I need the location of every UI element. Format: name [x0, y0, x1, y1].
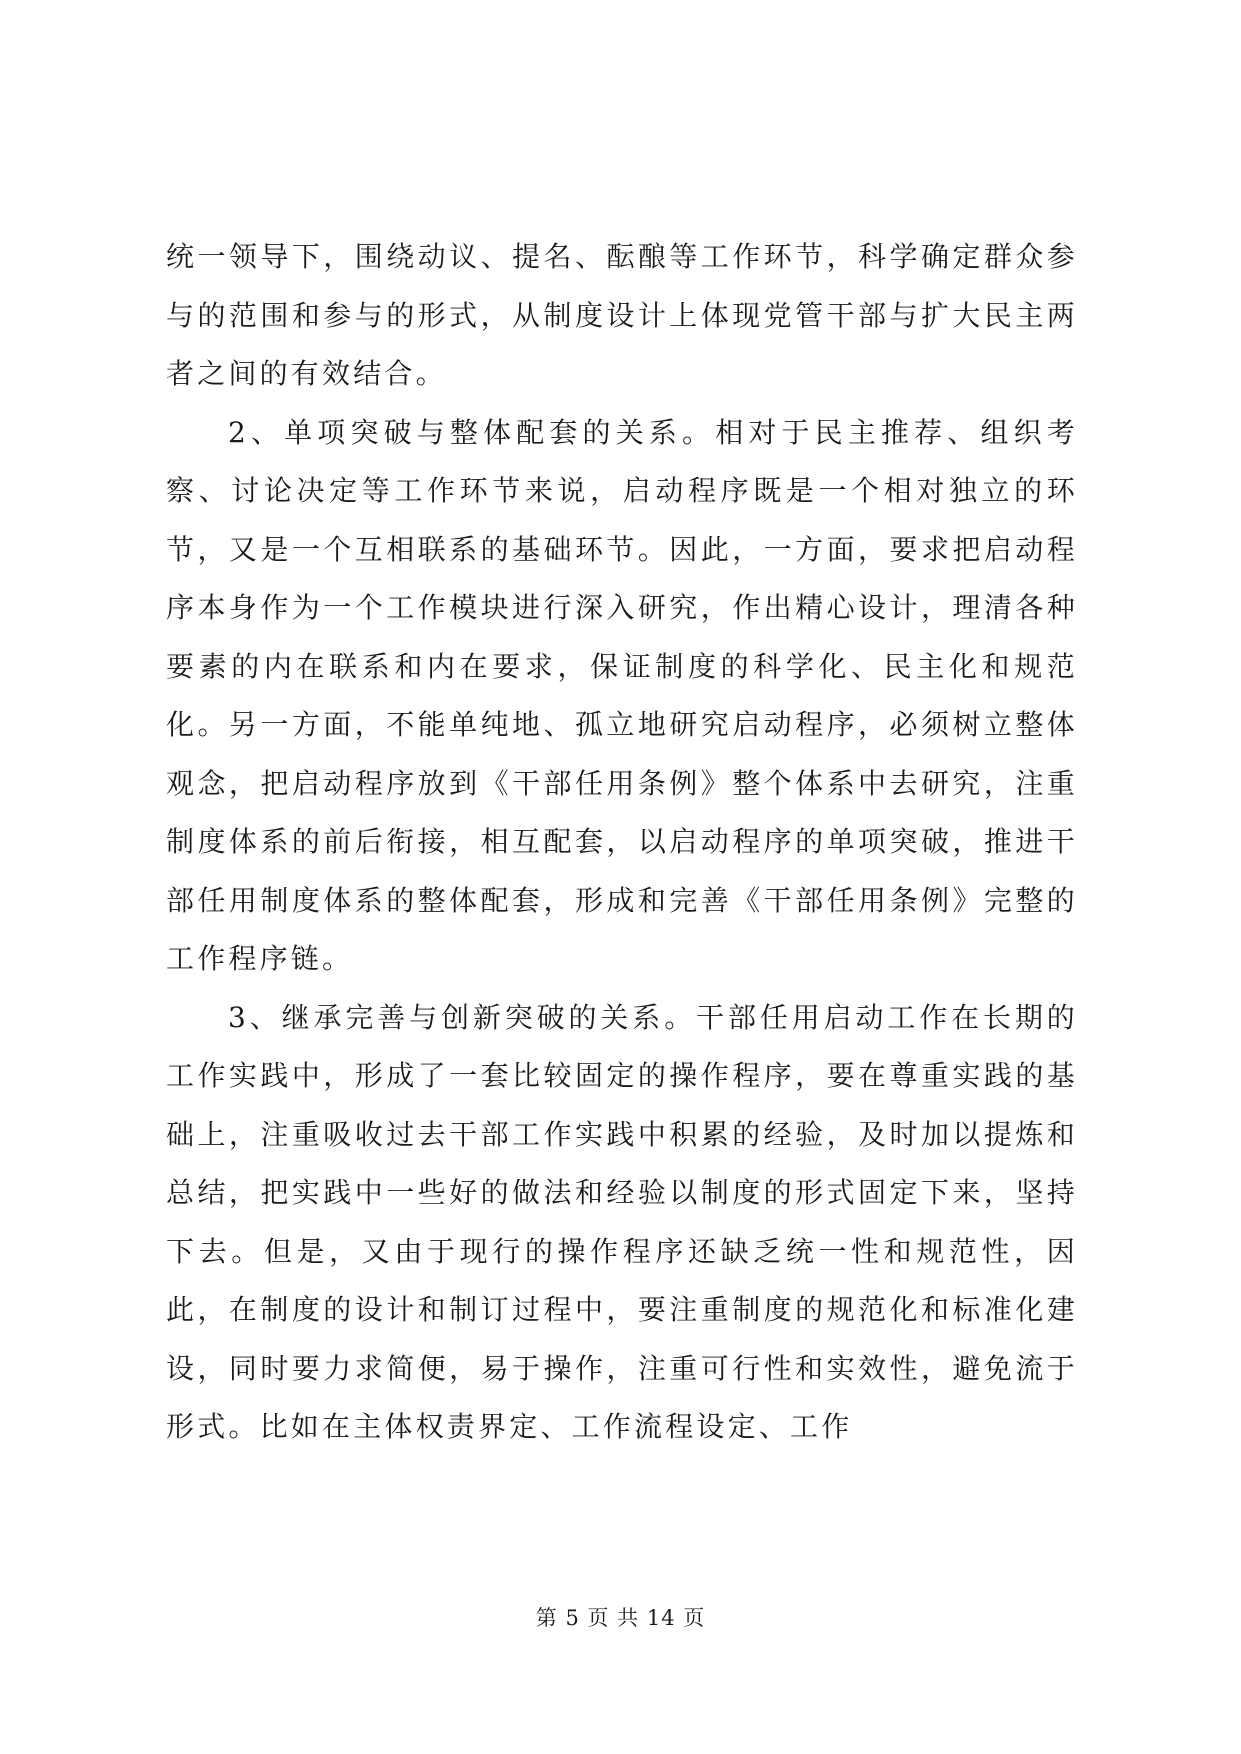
- paragraph-item-2: 2、单项突破与整体配套的关系。相对于民主推荐、组织考察、讨论决定等工作环节来说，启动程序既是一个相对独立的环节，又是一个互相联系的基础环节。因此，一方面，要求把启动程序本身作为一个工作模块进行深入研究，作出精心设计，理清各种要素的内在联系和内在要求，保证制度的科学化、民主化和规范化。另一方面，不能单纯地、孤立地研究启动程序，必须树立整体观念，把启动程序放到《干部任用条例》整个体系中去研究，注重制度体系的前后衔接，相互配套，以启动程序的单项突破，推进干部任用制度体系的整体配套，形成和完善《干部任用条例》完整的工作程序链。: [166, 415, 1078, 975]
- paragraph-item-3: 3、继承完善与创新突破的关系。干部任用启动工作在长期的工作实践中，形成了一套比较固定的操作程序，要在尊重实践的基础上，注重吸收过去干部工作实践中积累的经验，及时加以提炼和总结，把实践中一些好的做法和经验以制度的形式固定下来，坚持下去。但是，又由于现行的操作程序还缺乏统一性和规范性，因此，在制度的设计和制订过程中，要注重制度的规范化和标准化建设，同时要力求简便，易于操作，注重可行性和实效性，避免流于形式。比如在主体权责界定、工作流程设定、工作: [166, 1000, 1078, 1443]
- paragraph-continuation: 统一领导下，围绕动议、提名、酝酿等工作环节，科学确定群众参与的范围和参与的形式，从制度设计上体现党管干部与扩大民主两者之间的有效结合。: [166, 240, 1078, 390]
- page-number-footer: 第 5 页 共 14 页: [535, 1606, 706, 1630]
- document-body: [166, 228, 1078, 1457]
